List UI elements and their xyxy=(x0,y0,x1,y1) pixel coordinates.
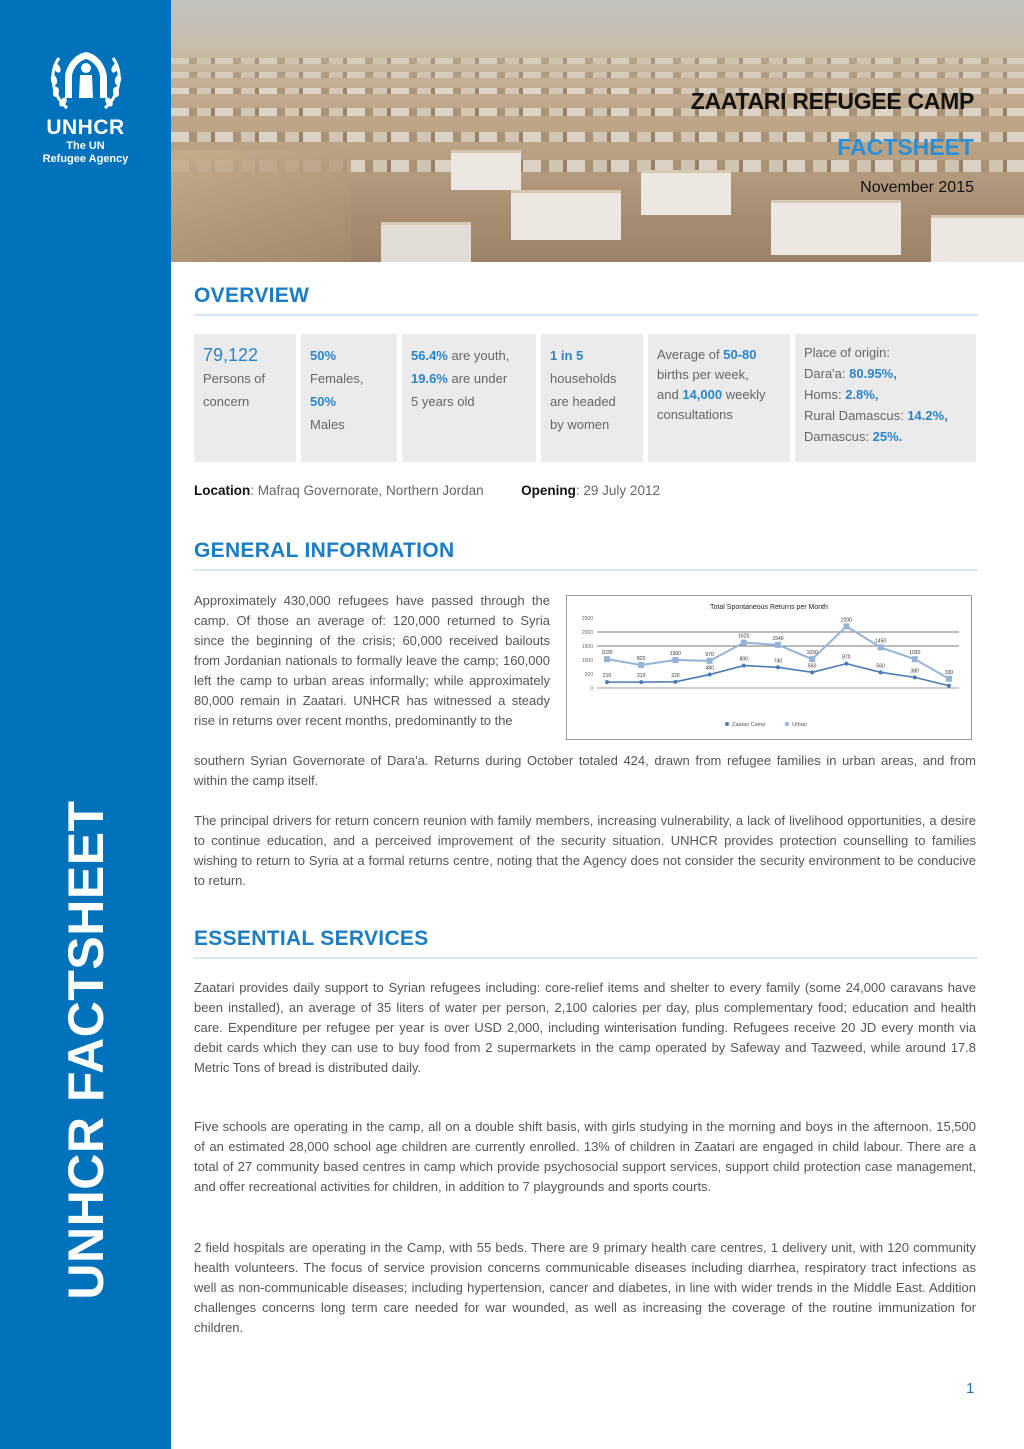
essential-services-heading: ESSENTIAL SERVICES xyxy=(194,927,978,959)
overview-stats xyxy=(194,334,976,462)
svg-text:800: 800 xyxy=(739,656,748,663)
svg-text:560: 560 xyxy=(808,663,817,670)
report-date: November 2015 xyxy=(860,179,974,196)
svg-text:970: 970 xyxy=(705,651,714,658)
opening-value: : 29 July 2012 xyxy=(575,483,660,498)
location-value: : Mafraq Governorate, Northern Jordan xyxy=(250,483,484,498)
svg-text:480: 480 xyxy=(705,665,714,672)
factsheet-label: FACTSHEET xyxy=(837,134,974,160)
svg-text:330: 330 xyxy=(944,669,954,676)
unhcr-logo xyxy=(28,48,143,166)
svg-text:1030: 1030 xyxy=(909,650,921,657)
stat-persons-of-concern: 79,122 Persons of concern xyxy=(194,334,296,462)
stat-female-headed-households: 1 in 5 households are headed by women xyxy=(541,334,643,462)
svg-text:2500: 2500 xyxy=(581,616,593,622)
returns-line-chart xyxy=(567,596,971,739)
hero-camp-photo xyxy=(171,0,1024,262)
location-opening-line xyxy=(194,483,660,498)
stat-gender: 50% Females, 50% Males xyxy=(301,334,397,462)
svg-text:210: 210 xyxy=(637,673,646,680)
logo-wordmark: UNHCR xyxy=(46,116,125,139)
general-information-heading: GENERAL INFORMATION xyxy=(194,539,978,571)
overview-heading: OVERVIEW xyxy=(194,284,978,316)
general-paragraph-1-wrapped: Approximately 430,000 refugees have passed through the camp. Of those an average of: 120,000 returned to Syria since the beginning of the crisis; 60,000 received bailouts from Jordanian nationals to formally leave the camp; 160,000 left the camp to urban areas informally; while approximately 80,000 remain in Zaatari. UNHCR has witnessed a steady rise in returns over recent months, predominantly to the xyxy=(194,593,550,728)
services-paragraph-3: 2 field hospitals are operating in the Camp, with 55 beds. There are 9 primary health care centres, 1 delivery unit, with 120 community health volunteers. The focus of service provision concerns communicable diseases including diarrhea, respiratory tract infections as well as non-communicable diseases; including hypertension, cancer and diabetes, in line with wider trends in the Middle East. Addition challenges concerns long term care needed for war wounded, as well as increasing the coverage of the routine immunization for children. xyxy=(194,1240,976,1335)
svg-text:1000: 1000 xyxy=(669,651,681,657)
general-information-section xyxy=(194,539,978,571)
stat-place-of-origin: Place of origin: Dara'a: 80.95%, Homs: 2.8%, Rural Damascus: 14.2%, Damascus: 25%. xyxy=(795,334,976,462)
svg-text:820: 820 xyxy=(637,656,646,663)
camp-title: ZAATARI REFUGEE CAMP xyxy=(690,88,974,114)
general-paragraph-2: The principal drivers for return concern reunion with family members, increasing vulnerability, a lack of livelihood opportunities, a desire to continue education, and a perceived improvement of the security situation. UNHCR provides protection counselling to families wishing to return to Syria at a formal returns centre, noting that the Agency does not consider the security environment to be conducive to return. xyxy=(194,813,976,888)
svg-text:0: 0 xyxy=(590,686,593,692)
stat-age: 56.4% are youth, 19.6% are under 5 years old xyxy=(402,334,536,462)
svg-text:380: 380 xyxy=(910,668,919,675)
svg-text:560: 560 xyxy=(876,663,885,670)
returns-per-month-chart xyxy=(566,595,972,740)
essential-services-section xyxy=(194,927,978,959)
svg-text:1450: 1450 xyxy=(875,638,887,645)
page-number: 1 xyxy=(966,1380,975,1397)
svg-text:Zaatari Camp: Zaatari Camp xyxy=(732,722,766,728)
logo-subtitle-line-1: The UN xyxy=(66,140,105,152)
svg-text:220: 220 xyxy=(671,672,680,679)
general-paragraph-1-continued: southern Syrian Governorate of Dara'a. Returns during October totaled 424, drawn from refugee families in urban areas, and from within the camp itself. xyxy=(194,753,976,788)
svg-text:2000: 2000 xyxy=(581,630,593,636)
logo-subtitle-line-2: Refugee Agency xyxy=(42,153,129,165)
services-paragraph-1: Zaatari provides daily support to Syrian refugees including: core-relief items and shelter to every family (some 24,000 caravans have been installed), an average of 35 liters of water per person, 2,100 calories per day, plus complementary food; education and health care. Expenditure per refugee per year is over USD 2,000, including winterisation funding. Refugees receive 20 JD every month via debit cards which they can use to buy food from 2 supermarkets in the camp operated by Safeway and Tazweed, while around 17.8 Metric Tons of bread is distributed daily. xyxy=(194,980,976,1075)
svg-text:870: 870 xyxy=(842,654,851,661)
svg-text:Total Spontaneous Returns per: Total Spontaneous Returns per Month xyxy=(710,604,828,611)
svg-text:500: 500 xyxy=(584,672,593,678)
svg-text:1540: 1540 xyxy=(772,635,784,642)
location-label: Location xyxy=(194,483,251,498)
vertical-factsheet-title: UNHCR FACTSHEET xyxy=(58,800,114,1300)
sidebar xyxy=(0,0,171,1449)
svg-text:1000: 1000 xyxy=(581,658,593,664)
svg-text:2200: 2200 xyxy=(840,617,852,624)
svg-text:1030: 1030 xyxy=(806,650,818,657)
services-paragraph-2: Five schools are operating in the camp, all on a double shift basis, with girls studying in the morning and boys in the afternoon. 15,500 of an estimated 28,000 school age children are currently enrolled. 13% of children in Zaatari are engaged in child labour. There are a total of 27 community based centres in camp which provide psychosocial support services, support child protection case management, and offer recreational activities for children, in addition to 7 playgrounds and sports courts. xyxy=(194,1119,976,1194)
unhcr-emblem-icon xyxy=(45,48,127,114)
svg-text:210: 210 xyxy=(602,673,612,680)
svg-text:Urban: Urban xyxy=(792,722,807,728)
svg-text:1620: 1620 xyxy=(738,633,750,640)
svg-text:1500: 1500 xyxy=(581,644,593,650)
overview-section xyxy=(194,284,978,316)
svg-text:740: 740 xyxy=(773,658,783,665)
opening-label: Opening xyxy=(521,483,576,498)
stat-health: Average of 50-80 births per week, and 14,000 weekly consultations xyxy=(648,334,790,462)
svg-text:1030: 1030 xyxy=(601,650,613,657)
